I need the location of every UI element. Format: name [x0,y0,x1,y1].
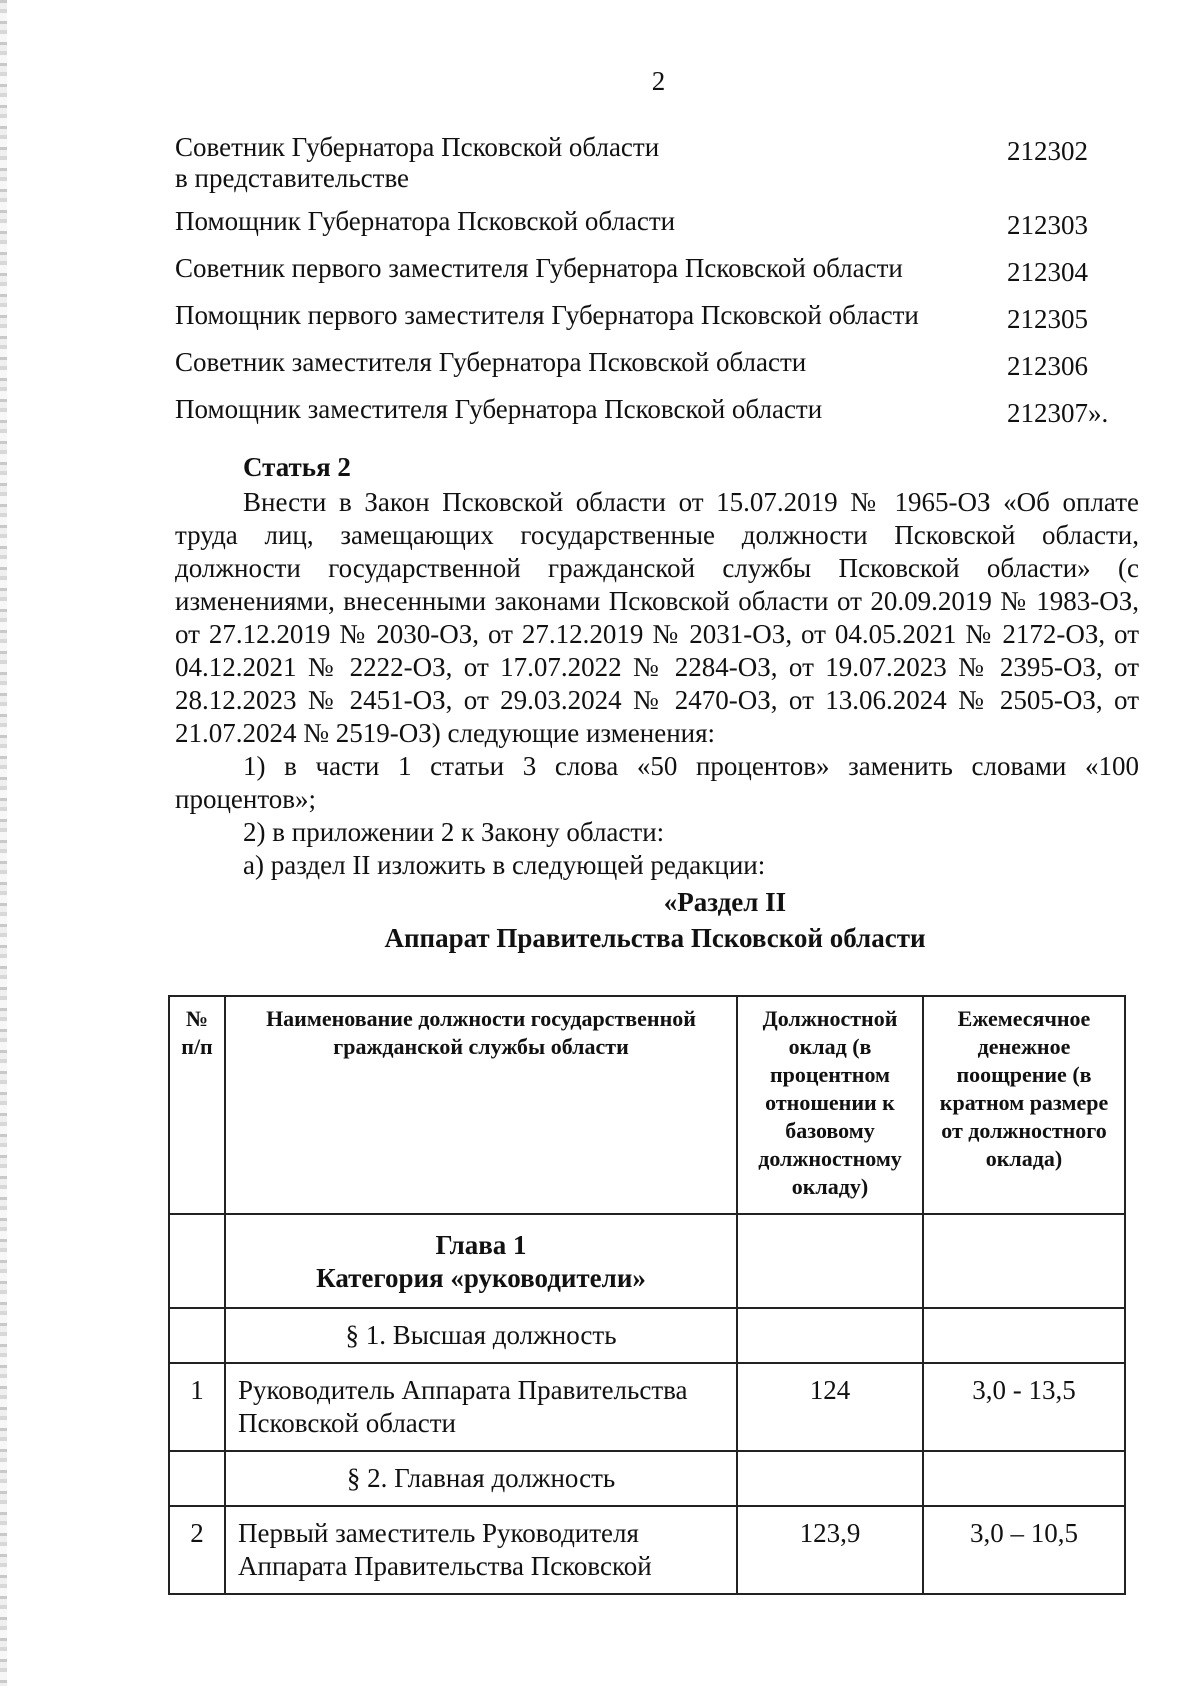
table-row-paragraph [169,1451,1125,1506]
position-code: 212307». [1007,398,1109,428]
position-title: Советник заместителя Губернатора Псковской области [175,347,807,377]
paragraph-label: § 1. Высшая должность [225,1308,737,1363]
row-name: Первый заместитель Руководителя Аппарата Правительства Псковской [225,1506,737,1594]
row-salary: 124 [737,1363,923,1451]
position-code: 212305 [1007,304,1088,334]
position-row [175,300,1135,335]
position-list [175,132,1135,441]
table-row [169,1506,1125,1594]
row-name: Руководитель Аппарата Правительства Псковской области [225,1363,737,1451]
row-bonus: 3,0 – 10,5 [923,1506,1125,1594]
table-header-row [169,996,1125,1214]
section-title-block [175,884,1135,956]
position-row [175,253,1135,288]
article-item-2a: а) раздел II изложить в следующей редакции: [243,850,766,880]
position-title: Советник первого заместителя Губернатора Псковской области [175,253,903,283]
position-title: Советник Губернатора Псковской области в представительстве [175,132,660,193]
section-subtitle: Аппарат Правительства Псковской области [384,923,926,953]
section-title: «Раздел II [663,887,787,917]
table-row-chapter [169,1214,1125,1308]
position-row [175,132,1135,194]
chapter-title: Глава 1 [435,1230,527,1260]
position-code: 212302 [1007,136,1088,166]
article-item-1: 1) в части 1 статьи 3 слова «50 процентов» заменить словами «100 процентов»; [175,751,1139,814]
chapter-category: Категория «руководители» [316,1263,646,1293]
header-num: № п/п [169,996,225,1214]
article-item-2: 2) в приложении 2 к Закону области: [243,817,665,847]
position-code: 212306 [1007,351,1088,381]
row-salary: 123,9 [737,1506,923,1594]
table-row-paragraph [169,1308,1125,1363]
table-row [169,1363,1125,1451]
position-title: Помощник Губернатора Псковской области [175,206,676,236]
position-code: 212303 [1007,210,1088,240]
header-bonus: Ежемесячное денежное поощрение (в кратном размере от должностного оклада) [923,996,1125,1214]
scan-edge [0,0,7,1686]
position-title: Помощник заместителя Губернатора Псковской области [175,394,823,424]
paragraph-label: § 2. Главная должность [225,1451,737,1506]
position-row [175,347,1135,382]
article-heading: Статья 2 [243,452,351,482]
position-code: 212304 [1007,257,1088,287]
row-num: 1 [169,1363,225,1451]
position-row [175,206,1135,241]
chapter-cell [225,1214,737,1308]
article-intro: Внести в Закон Псковской области от 15.07.2019 № 1965-ОЗ «Об оплате труда лиц, замещающих государственные должности Псковской области, должности государственной гражданской службы Псковской области» (с изменениями, внесенными законами Псковской области от 20.09.2019 № 1983-ОЗ, от 27.12.2019 № 2030-ОЗ, от 27.12.2019 № 2031-ОЗ, от 04.05.2021 № 2172-ОЗ, от 04.12.2021 № 2222-ОЗ, от 17.07.2022 № 2284-ОЗ, от 19.07.2023 № 2395-ОЗ, от 28.12.2023 № 2451-ОЗ, от 29.03.2024 № 2470-ОЗ, от 13.06.2024 № 2505-ОЗ, от 21.07.2024 № 2519-ОЗ) следующие изменения: [175,487,1139,748]
header-name: Наименование должности государственной гражданской службы области [225,996,737,1214]
article-body [175,486,1139,882]
position-row [175,394,1135,429]
page-number: 2 [651,66,666,96]
header-salary: Должностной оклад (в процентном отношении к базовому должностному окладу) [737,996,923,1214]
position-title: Помощник первого заместителя Губернатора Псковской области [175,300,919,330]
row-num: 2 [169,1506,225,1594]
salary-table [168,995,1126,1595]
row-bonus: 3,0 - 13,5 [923,1363,1125,1451]
